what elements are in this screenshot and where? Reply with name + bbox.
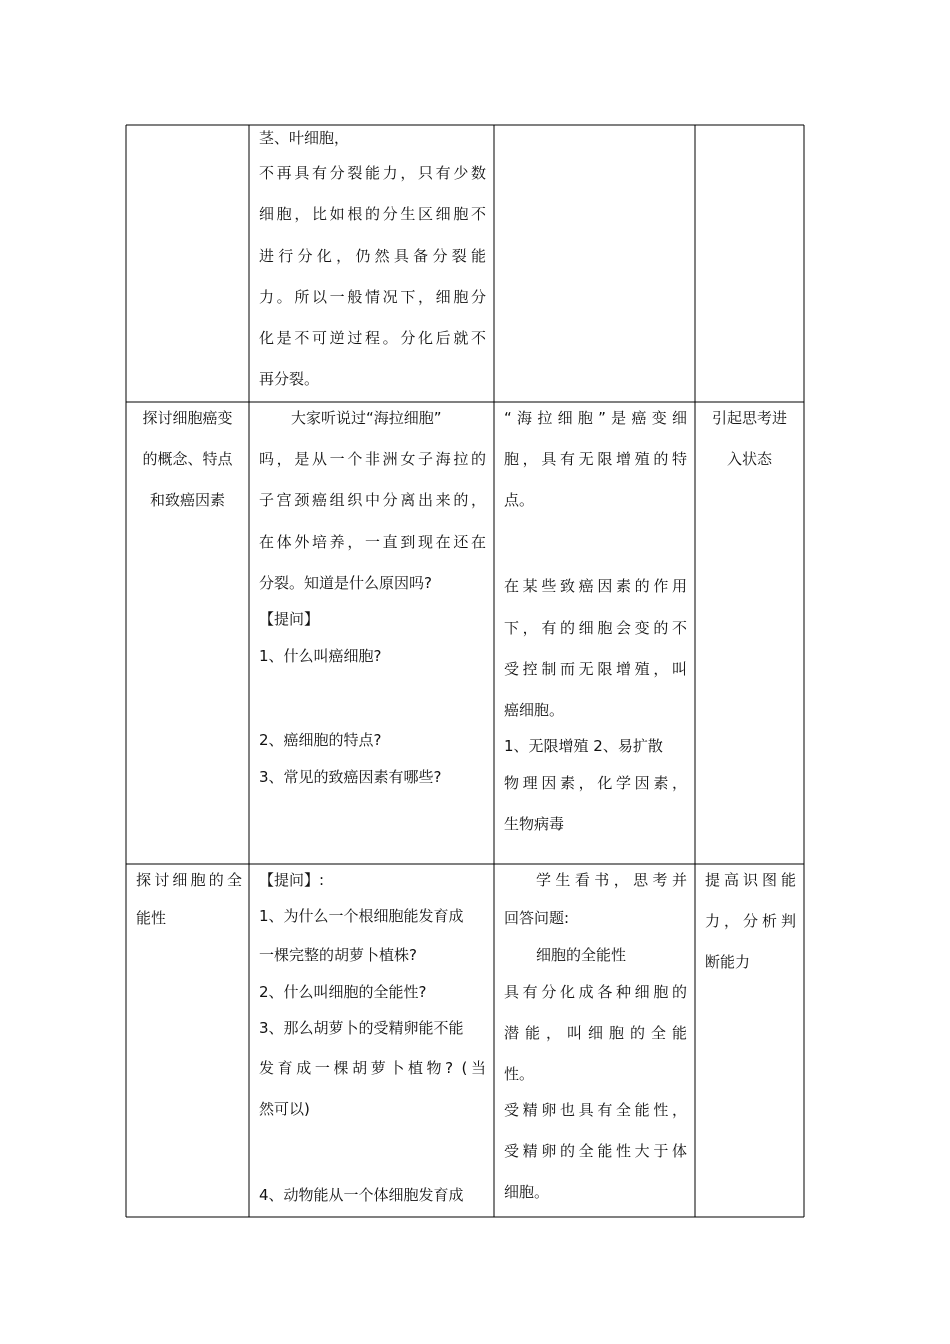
text-line: 受精卵也具有全能性，: [504, 1101, 687, 1119]
text-line: 性。: [504, 1065, 535, 1083]
text-line: 癌细胞。: [504, 701, 565, 719]
text-line: 大家听说过“海拉细胞”: [291, 409, 442, 427]
text-line: 不再具有分裂能力，只有少数: [259, 164, 486, 182]
text-line: 回答问题:: [504, 909, 570, 927]
text-line: 【提问】: [259, 610, 320, 628]
text-line: 1、无限增殖 2、易扩散: [504, 737, 663, 755]
text-line: 4、动物能从一个体细胞发育成: [259, 1186, 464, 1204]
text-line: 下，有的细胞会变的不: [504, 619, 687, 637]
topic-line: 和致癌因素: [149, 491, 225, 509]
text-line: 在某些致癌因素的作用: [504, 577, 687, 595]
text-line: 化是不可逆过程。分化后就不: [259, 329, 486, 347]
text-line: 物理因素，化学因素，: [504, 774, 687, 792]
text-line: 具有分化成各种细胞的: [504, 983, 687, 1001]
text-line: 进行分化，仍然具备分裂能: [259, 247, 486, 265]
text-line: 分裂。知道是什么原因吗?: [259, 574, 432, 592]
text-line: 【提问】:: [259, 871, 325, 889]
text-line: 受精卵的全能性大于体: [504, 1142, 687, 1160]
text-line: 潜能，叫细胞的全能: [504, 1024, 687, 1042]
intent-line: 断能力: [705, 953, 751, 971]
text-line: 再分裂。: [259, 370, 320, 388]
text-line: 胞，具有无限增殖的特: [504, 450, 687, 468]
text-line: 细胞的全能性: [536, 946, 627, 964]
topic-line: 能性: [136, 909, 167, 927]
text-line: 2、什么叫细胞的全能性?: [259, 983, 427, 1001]
intent-line: 提高识图能: [705, 871, 796, 889]
text-line: 1、为什么一个根细胞能发育成: [259, 907, 464, 925]
text-line: 1、什么叫癌细胞?: [259, 647, 382, 665]
text-line: 细胞。: [504, 1183, 550, 1201]
text-line: 学生看书，思考并: [536, 871, 687, 889]
text-line: 细胞，比如根的分生区细胞不: [259, 205, 486, 223]
topic-line: 探讨细胞的全: [136, 871, 242, 889]
text-line: 子宫颈癌组织中分离出来的，: [259, 491, 486, 509]
text-line: 3、常见的致癌因素有哪些?: [259, 768, 442, 786]
text-line: 力。所以一般情况下，细胞分: [259, 288, 486, 306]
intent-line: 力，分析判: [705, 912, 796, 930]
text-line: 一棵完整的胡萝卜植株?: [259, 946, 417, 964]
text-line: 点。: [504, 491, 535, 509]
text-line: 然可以): [259, 1100, 310, 1118]
text-line: 吗，是从一个非洲女子海拉的: [259, 450, 486, 468]
text-line: “海拉细胞”是癌变细: [504, 409, 687, 427]
text-line: 受控制而无限增殖，叫: [504, 660, 687, 678]
text-line: 在体外培养，一直到现在还在: [259, 533, 486, 551]
topic-line: 探讨细胞癌变: [142, 409, 233, 427]
intent-line: 入状态: [726, 450, 772, 468]
intent-line: 引起思考进: [711, 409, 787, 427]
text-line: 发育成一棵胡萝卜植物? (当: [259, 1059, 486, 1077]
text-line: 3、那么胡萝卜的受精卵能不能: [259, 1019, 464, 1037]
text-line: 2、癌细胞的特点?: [259, 731, 382, 749]
topic-line: 的概念、特点: [142, 450, 233, 468]
text-line: 茎、叶细胞，: [259, 129, 350, 147]
text-line: 生物病毒: [504, 815, 565, 833]
